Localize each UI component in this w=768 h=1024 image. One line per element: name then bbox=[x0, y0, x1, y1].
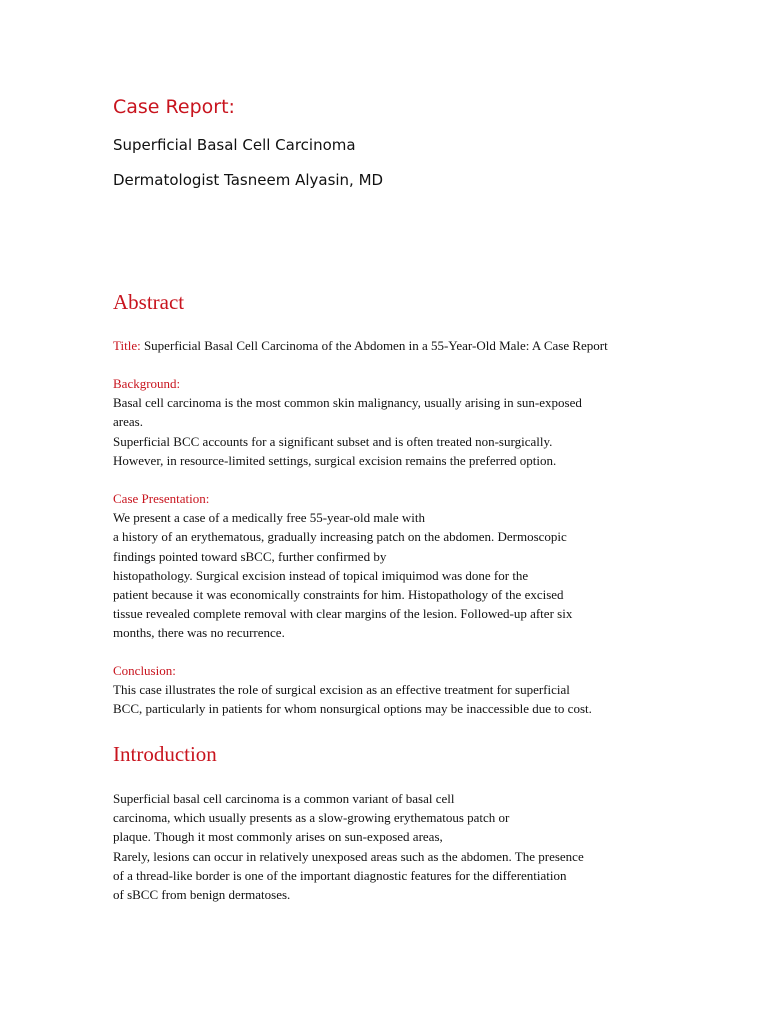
case-presentation-line: findings pointed toward sBCC, further confirmed by bbox=[113, 548, 387, 564]
document-label: Case Report: bbox=[113, 96, 235, 118]
case-presentation-label: Case Presentation: bbox=[113, 491, 210, 506]
background-line: However, in resource-limited settings, surgical excision remains the preferred option. bbox=[113, 452, 557, 468]
conclusion-section bbox=[113, 661, 673, 719]
case-presentation-line: histopathology. Surgical excision instead of topical imiquimod was done for the bbox=[113, 567, 529, 583]
background-line: Basal cell carcinoma is the most common skin malignancy, usually arising in sun-exposed bbox=[113, 395, 582, 411]
document-subtitle: Superficial Basal Cell Carcinoma bbox=[113, 136, 356, 154]
introduction-section bbox=[113, 789, 673, 904]
conclusion-label: Conclusion: bbox=[113, 663, 176, 678]
background-line: areas. bbox=[113, 414, 143, 430]
introduction-line: plaque. Though it most commonly arises on sun-exposed areas, bbox=[113, 829, 443, 845]
document-author: Dermatologist Tasneem Alyasin, MD bbox=[113, 171, 384, 189]
introduction-line: Superficial basal cell carcinoma is a common variant of basal cell bbox=[113, 791, 455, 806]
case-presentation-line: a history of an erythematous, gradually increasing patch on the abdomen. Dermoscopic bbox=[113, 529, 567, 545]
abstract-title-line bbox=[113, 336, 673, 355]
background-section bbox=[113, 374, 673, 470]
title-text: Superficial Basal Cell Carcinoma of the Abdomen in a 55-Year-Old Male: A Case Report bbox=[140, 338, 608, 353]
case-presentation-line: months, there was no recurrence. bbox=[113, 625, 285, 641]
introduction-line: of sBCC from benign dermatoses. bbox=[113, 887, 291, 903]
introduction-heading: Introduction bbox=[113, 742, 217, 766]
title-label: Title: bbox=[113, 338, 141, 353]
conclusion-line: This case illustrates the role of surgical excision as an effective treatment for superficial bbox=[113, 682, 570, 698]
case-presentation-line: tissue revealed complete removal with clear margins of the lesion. Followed-up after six bbox=[113, 606, 573, 622]
case-presentation-line: We present a case of a medically free 55-year-old male with bbox=[113, 510, 425, 526]
introduction-line: of a thread-like border is one of the important diagnostic features for the differentiation bbox=[113, 867, 567, 883]
background-label: Background: bbox=[113, 376, 181, 391]
abstract-heading: Abstract bbox=[113, 290, 185, 314]
introduction-line: Rarely, lesions can occur in relatively unexposed areas such as the abdomen. The presence bbox=[113, 848, 584, 864]
background-line: Superficial BCC accounts for a significant subset and is often treated non-surgically. bbox=[113, 433, 553, 449]
conclusion-line: BCC, particularly in patients for whom nonsurgical options may be inaccessible due to cost. bbox=[113, 701, 592, 717]
introduction-line: carcinoma, which usually presents as a slow-growing erythematous patch or bbox=[113, 810, 510, 826]
case-presentation-line: patient because it was economically constraints for him. Histopathology of the excised bbox=[113, 587, 564, 603]
case-presentation-section bbox=[113, 489, 673, 643]
